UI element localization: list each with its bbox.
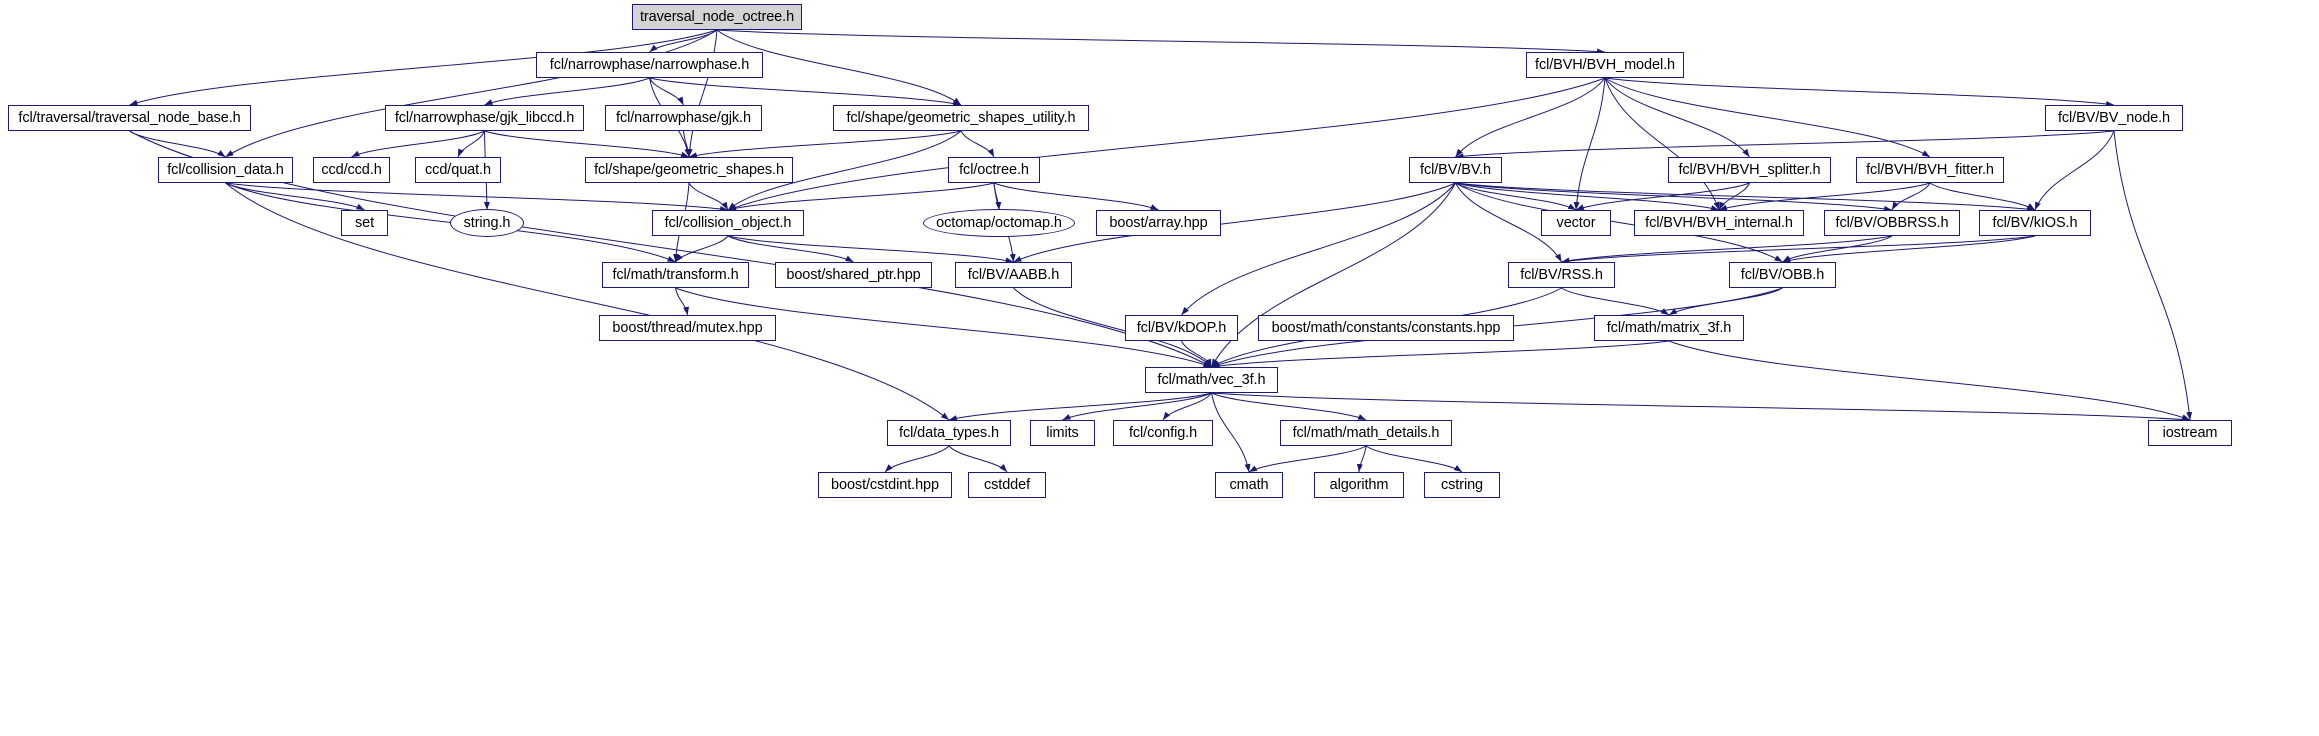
graph-node-fcl-bv-aabb-h[interactable]: fcl/BV/AABB.h <box>955 262 1072 288</box>
graph-edge <box>1783 236 2036 262</box>
graph-node-ccd-quat-h[interactable]: ccd/quat.h <box>415 157 501 183</box>
graph-node-fcl-shape-geometric-shapes-h[interactable]: fcl/shape/geometric_shapes.h <box>585 157 793 183</box>
graph-edge <box>1249 446 1366 472</box>
graph-node-cstring[interactable]: cstring <box>1424 472 1500 498</box>
graph-edge <box>1719 183 1750 210</box>
graph-edge <box>226 183 950 420</box>
graph-edge <box>676 236 729 262</box>
graph-edge <box>1456 131 2115 157</box>
graph-edge <box>1456 183 1720 210</box>
graph-edge <box>458 131 485 157</box>
graph-edge <box>1366 446 1462 472</box>
graph-edge <box>1182 183 1456 315</box>
graph-edge <box>1359 446 1366 472</box>
graph-node-boost-shared-ptr-hpp[interactable]: boost/shared_ptr.hpp <box>775 262 932 288</box>
graph-node-fcl-config-h[interactable]: fcl/config.h <box>1113 420 1213 446</box>
graph-edge <box>728 236 1014 262</box>
graph-edge <box>689 30 717 157</box>
graph-edge <box>130 131 226 157</box>
graph-node-fcl-bv-obb-h[interactable]: fcl/BV/OBB.h <box>1729 262 1836 288</box>
graph-edge <box>1892 183 1930 210</box>
graph-edge <box>949 446 1007 472</box>
graph-node-ccd-ccd-h[interactable]: ccd/ccd.h <box>313 157 390 183</box>
graph-edge <box>961 131 994 157</box>
graph-edge <box>352 131 485 157</box>
graph-node-fcl-narrowphase-narrowphase-h[interactable]: fcl/narrowphase/narrowphase.h <box>536 52 763 78</box>
graph-edge <box>1063 393 1212 420</box>
graph-node-fcl-data-types-h[interactable]: fcl/data_types.h <box>887 420 1011 446</box>
graph-edge <box>650 30 718 52</box>
graph-edge <box>994 183 999 210</box>
graph-edge <box>1719 183 1930 210</box>
graph-node-fcl-bvh-bvh-fitter-h[interactable]: fcl/BVH/BVH_fitter.h <box>1856 157 2004 183</box>
graph-edge <box>1605 78 1719 210</box>
graph-node-fcl-bvh-bvh-internal-h[interactable]: fcl/BVH/BVH_internal.h <box>1634 210 1804 236</box>
graph-node-boost-cstdint-hpp[interactable]: boost/cstdint.hpp <box>818 472 952 498</box>
graph-edge <box>1456 183 1577 210</box>
graph-edge <box>2035 131 2114 210</box>
graph-edge <box>1014 183 1456 262</box>
graph-edge <box>1212 393 2191 420</box>
graph-node-fcl-bvh-bvh-model-h[interactable]: fcl/BVH/BVH_model.h <box>1526 52 1684 78</box>
graph-node-fcl-collision-data-h[interactable]: fcl/collision_data.h <box>158 157 293 183</box>
graph-edge <box>1562 288 1670 315</box>
graph-edge <box>994 183 1159 210</box>
graph-node-cmath[interactable]: cmath <box>1215 472 1283 498</box>
graph-node-boost-math-constants-constants-hpp[interactable]: boost/math/constants/constants.hpp <box>1258 315 1514 341</box>
graph-edge <box>1212 341 1670 367</box>
graph-edge <box>485 78 650 105</box>
graph-edge <box>885 446 949 472</box>
graph-node-fcl-shape-geometric-shapes-utility-h[interactable]: fcl/shape/geometric_shapes_utility.h <box>833 105 1089 131</box>
graph-node-fcl-narrowphase-gjk-libccd-h[interactable]: fcl/narrowphase/gjk_libccd.h <box>385 105 584 131</box>
graph-node-boost-array-hpp[interactable]: boost/array.hpp <box>1096 210 1221 236</box>
graph-edge <box>226 183 729 210</box>
graph-edge <box>1456 183 1893 210</box>
graph-edge <box>676 288 688 315</box>
graph-node-limits[interactable]: limits <box>1030 420 1095 446</box>
graph-node-set[interactable]: set <box>341 210 388 236</box>
graph-node-fcl-bv-kdop-h[interactable]: fcl/BV/kDOP.h <box>1125 315 1238 341</box>
graph-edge <box>689 183 728 210</box>
graph-node-traversal-node-octree-h[interactable]: traversal_node_octree.h <box>632 4 802 30</box>
graph-node-fcl-bv-rss-h[interactable]: fcl/BV/RSS.h <box>1508 262 1615 288</box>
graph-edge <box>949 393 1212 420</box>
graph-edge <box>1562 236 1893 262</box>
graph-edge <box>728 236 854 262</box>
graph-node-fcl-bv-bv-node-h[interactable]: fcl/BV/BV_node.h <box>2045 105 2183 131</box>
graph-node-octomap-octomap-h[interactable]: octomap/octomap.h <box>923 209 1075 237</box>
graph-edge <box>689 131 961 157</box>
graph-node-algorithm[interactable]: algorithm <box>1314 472 1404 498</box>
graph-edge <box>684 131 690 157</box>
graph-edge <box>1605 78 1930 157</box>
graph-node-fcl-math-matrix-3f-h[interactable]: fcl/math/matrix_3f.h <box>1594 315 1744 341</box>
graph-node-fcl-bv-bv-h[interactable]: fcl/BV/BV.h <box>1409 157 1502 183</box>
graph-node-fcl-bvh-bvh-splitter-h[interactable]: fcl/BVH/BVH_splitter.h <box>1668 157 1831 183</box>
graph-edge <box>1562 236 2036 262</box>
graph-edge <box>728 183 994 210</box>
graph-node-boost-thread-mutex-hpp[interactable]: boost/thread/mutex.hpp <box>599 315 776 341</box>
graph-edge <box>226 183 365 210</box>
graph-edge <box>1182 341 1212 367</box>
graph-node-fcl-math-vec-3f-h[interactable]: fcl/math/vec_3f.h <box>1145 367 1278 393</box>
graph-edge <box>728 78 1605 210</box>
graph-node-fcl-bv-kios-h[interactable]: fcl/BV/kIOS.h <box>1979 210 2091 236</box>
graph-edge <box>2114 131 2190 420</box>
graph-edge <box>1456 183 2036 210</box>
graph-node-string-h[interactable]: string.h <box>450 209 524 237</box>
graph-edge <box>485 131 690 157</box>
graph-node-fcl-narrowphase-gjk-h[interactable]: fcl/narrowphase/gjk.h <box>605 105 762 131</box>
graph-edge <box>650 78 962 105</box>
graph-edge <box>1930 183 2035 210</box>
graph-edge <box>1456 78 1606 157</box>
graph-node-cstddef[interactable]: cstddef <box>968 472 1046 498</box>
graph-node-vector[interactable]: vector <box>1541 210 1611 236</box>
graph-edge <box>1783 236 1893 262</box>
graph-edge <box>717 30 1605 52</box>
graph-edge <box>650 78 684 105</box>
graph-node-fcl-collision-object-h[interactable]: fcl/collision_object.h <box>652 210 804 236</box>
graph-node-iostream[interactable]: iostream <box>2148 420 2232 446</box>
graph-edge <box>226 30 718 157</box>
graph-node-fcl-math-transform-h[interactable]: fcl/math/transform.h <box>602 262 749 288</box>
graph-node-fcl-traversal-traversal-node-base-h[interactable]: fcl/traversal/traversal_node_base.h <box>8 105 251 131</box>
graph-edge <box>1669 341 2190 420</box>
graph-edge <box>1212 393 1367 420</box>
graph-edge <box>1163 393 1212 420</box>
graph-edge <box>1605 78 2114 105</box>
graph-edge <box>1669 288 1783 315</box>
graph-node-fcl-math-math-details-h[interactable]: fcl/math/math_details.h <box>1280 420 1452 446</box>
graph-node-fcl-octree-h[interactable]: fcl/octree.h <box>948 157 1040 183</box>
graph-edge <box>1576 78 1605 210</box>
graph-edge <box>1576 183 1750 210</box>
graph-edge <box>1605 78 1750 157</box>
graph-edge <box>1212 393 1250 472</box>
graph-node-fcl-bv-obbrss-h[interactable]: fcl/BV/OBBRSS.h <box>1824 210 1960 236</box>
